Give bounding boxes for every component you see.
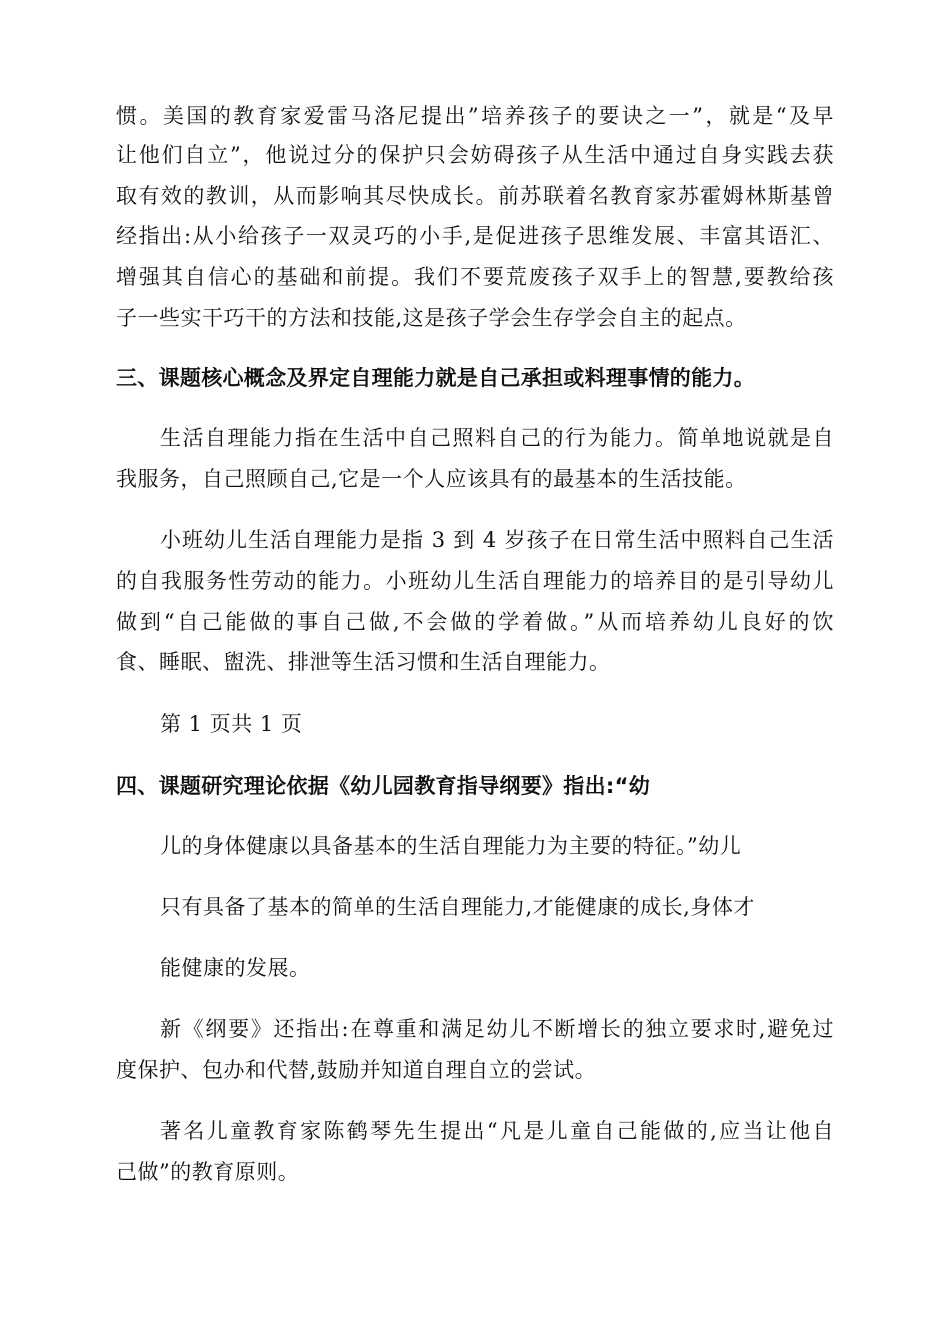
- section-heading-4: 四、课题研究理论依据《幼儿园教育指导纲要》指出:“幼: [116, 774, 650, 798]
- paragraph-line: 儿的身体健康以具备基本的生活自理能力为主要的特征。”幼儿: [160, 834, 742, 858]
- paragraph-line: 著名儿童教育家陈鹤琴先生提出“凡是儿童自己能做的,应当让他自: [160, 1119, 834, 1143]
- paragraph-line: 我服务，自己照顾自己,它是一个人应该具有的最基本的生活技能。: [116, 467, 747, 491]
- paragraph-line: 生活自理能力指在生活中自己照料自己的行为能力。简单地说就是自: [160, 426, 834, 450]
- paragraph-line: 新《纲要》还指出:在尊重和满足幼儿不断增长的独立要求时,避免过: [160, 1017, 834, 1041]
- paragraph-line: 只有具备了基本的简单的生活自理能力,才能健康的成长,身体才: [160, 895, 755, 919]
- page-number: 第 1 页共 1 页: [160, 712, 303, 736]
- paragraph-line: 己做”的教育原则。: [116, 1160, 300, 1184]
- paragraph-line: 度保护、包办和代替,鼓励并知道自理自立的尝试。: [116, 1058, 597, 1082]
- paragraph-line: 经指出:从小给孩子一双灵巧的小手,是促进孩子思维发展、丰富其语汇、: [116, 224, 834, 248]
- paragraph-line: 做到“自己能做的事自己做,不会做的学着做。”从而培养幼儿良好的饮: [116, 610, 834, 634]
- paragraph-line: 子一些实干巧干的方法和技能,这是孩子学会生存学会自主的起点。: [116, 306, 747, 330]
- paragraph-line: 惯。美国的教育家爱雷马洛尼提出”培养孩子的要诀之一”，就是“及早: [116, 104, 834, 128]
- paragraph-line: 让他们自立”，他说过分的保护只会妨碍孩子从生活中通过自身实践去获: [116, 143, 834, 167]
- paragraph-line: 小班幼儿生活自理能力是指 3 到 4 岁孩子在日常生活中照料自己生活: [160, 528, 834, 552]
- paragraph-line: 增强其自信心的基础和前提。我们不要荒废孩子双手上的智慧,要教给孩: [116, 265, 834, 289]
- section-heading-3: 三、课题核心概念及界定自理能力就是自己承担或料理事情的能力。: [116, 366, 755, 390]
- paragraph-line: 的自我服务性劳动的能力。小班幼儿生活自理能力的培养目的是引导幼儿: [116, 569, 834, 593]
- paragraph-line: 取有效的教训，从而影响其尽快成长。前苏联着名教育家苏霍姆林斯基曾: [116, 184, 834, 208]
- paragraph-line: 能健康的发展。: [160, 956, 311, 980]
- paragraph-line: 食、睡眠、盥洗、排泄等生活习惯和生活自理能力。: [116, 650, 611, 674]
